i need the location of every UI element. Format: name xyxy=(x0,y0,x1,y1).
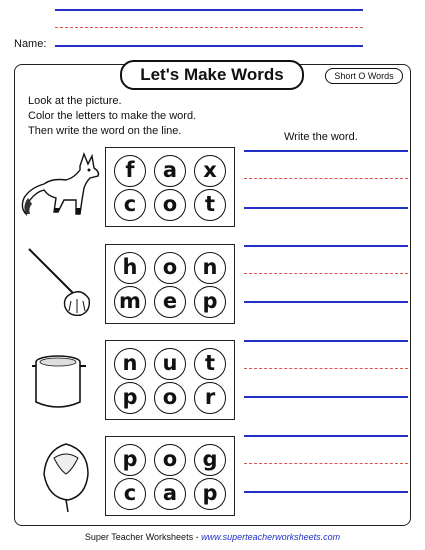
instruction-line-3: Then write the word on the line. xyxy=(28,125,182,137)
footer-text: Super Teacher Worksheets - xyxy=(84,532,202,542)
write-line-mid xyxy=(244,273,408,274)
letter-box-2 xyxy=(105,244,235,324)
footer-link[interactable]: www.superteacherworksheets.com xyxy=(201,532,341,542)
letter-circle[interactable]: f xyxy=(114,155,146,187)
letter-circle[interactable]: p xyxy=(114,382,146,414)
letter-circle[interactable]: t xyxy=(194,189,226,221)
write-word-label: Write the word. xyxy=(284,131,358,143)
write-line-base[interactable] xyxy=(244,396,408,398)
letter-box-3 xyxy=(105,340,235,420)
write-line-base[interactable] xyxy=(244,207,408,209)
footer xyxy=(0,532,425,542)
write-line-mid xyxy=(244,368,408,369)
letter-circle[interactable]: g xyxy=(194,444,226,476)
write-line-top[interactable] xyxy=(244,150,408,152)
letter-circle[interactable]: c xyxy=(114,189,146,221)
worksheet-title: Let's Make Words xyxy=(120,60,304,90)
header-dashed-line xyxy=(55,27,363,28)
letter-circle[interactable]: o xyxy=(154,444,186,476)
write-line-base[interactable] xyxy=(244,491,408,493)
letter-circle[interactable]: c xyxy=(114,478,146,510)
letter-circle[interactable]: o xyxy=(154,189,186,221)
write-line-top[interactable] xyxy=(244,435,408,437)
letter-circle[interactable]: e xyxy=(154,286,186,318)
letter-circle[interactable]: x xyxy=(194,155,226,187)
write-line-top[interactable] xyxy=(244,340,408,342)
write-line-mid xyxy=(244,178,408,179)
instruction-line-1: Look at the picture. xyxy=(28,95,122,107)
name-line[interactable] xyxy=(55,45,363,47)
letter-box-1 xyxy=(105,147,235,227)
letter-box-4 xyxy=(105,436,235,516)
letter-circle[interactable]: m xyxy=(114,286,146,318)
letter-circle[interactable]: n xyxy=(114,348,146,380)
pod-icon xyxy=(38,440,94,515)
letter-circle[interactable]: p xyxy=(114,444,146,476)
letter-circle[interactable]: o xyxy=(154,382,186,414)
instruction-line-2: Color the letters to make the word. xyxy=(28,110,197,122)
letter-circle[interactable]: u xyxy=(154,348,186,380)
header-top-line xyxy=(55,9,363,11)
fox-icon xyxy=(18,148,103,220)
letter-circle[interactable]: a xyxy=(154,155,186,187)
letter-circle[interactable]: p xyxy=(194,286,226,318)
write-line-mid xyxy=(244,463,408,464)
letter-circle[interactable]: r xyxy=(194,382,226,414)
mop-icon xyxy=(25,245,97,320)
letter-circle[interactable]: t xyxy=(194,348,226,380)
letter-circle[interactable]: n xyxy=(194,252,226,284)
letter-circle[interactable]: h xyxy=(114,252,146,284)
category-tag: Short O Words xyxy=(325,68,403,84)
letter-circle[interactable]: a xyxy=(154,478,186,510)
write-line-top[interactable] xyxy=(244,245,408,247)
name-label: Name: xyxy=(14,38,47,50)
pot-icon xyxy=(30,350,90,415)
letter-circle[interactable]: p xyxy=(194,478,226,510)
letter-circle[interactable]: o xyxy=(154,252,186,284)
write-line-base[interactable] xyxy=(244,301,408,303)
